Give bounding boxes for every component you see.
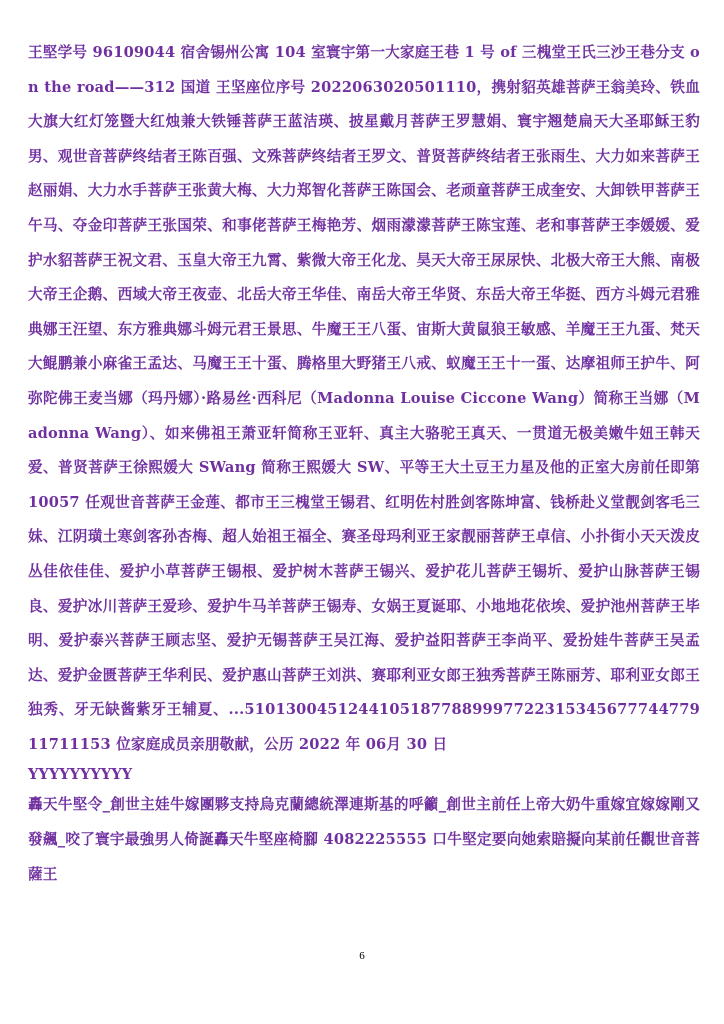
main-paragraph: 王堅学号 96109044 宿舍锡州公寓 104 室寰宇第一大家庭王巷 1 号 of 三槐堂王氏三沙王巷分支 on the road——312 国道 王坚座位序号 2022063020501110，携射貂英雄菩萨王翁美玲、铁血大旗大红灯笼暨大红烛兼大铁锤菩萨王蓝洁瑛、披星戴月菩萨王罗慧娟、寰宇翘楚扁天大圣耶稣王豹男、观世音菩萨终结者王陈百强、文殊菩萨终结者王罗文、普贤菩萨终结者王张雨生、大力如来菩萨王赵丽娟、大力水手菩萨王张黄大梅、大力郑智化菩萨王陈国会、老顽童菩萨王成奎安、大卸铁甲菩萨王午马、夺金印菩萨王张国荣、和事佬菩萨王梅艳芳、烟雨濛濛菩萨王陈宝莲、老和事菩萨王李媛媛、爱护水貂菩萨王祝文君、玉皇大帝王九霄、紫微大帝王化龙、昊天大帝王尿尿快、北极大帝王大熊、南极大帝王企鹅、西域大帝王夜壶、北岳大帝王华佳、南岳大帝王华贤、东岳大帝王华挺、西方斗姆元君雅典娜王汪望、东方雅典娜斗姆元君王景思、牛魔王王八蛋、宙斯大黄鼠狼王敏感、羊魔王王九蛋、梵天大鲲鹏兼小麻雀王孟达、马魔王王十蛋、腾格里大野猪王八戒、蚁魔王王十一蛋、达摩祖师王护牛、阿弥陀佛王麦当娜（玛丹娜）·路易丝·西科尼（Madonna Louise Ciccone Wang）简称王当娜（Madonna Wang）、如来佛祖王萧亚轩简称王亚轩、真主大骆驼王真天、一贯道无极美嫩牛妞王韩天爱、普贤菩萨王徐熙媛大 SWang 简称王熙媛大 SW、平等王大土豆王力星及他的正室大房前任即第 10057 任观世音菩萨王金莲、都市王三槐堂王锡君、红明佐村胜剑客陈坤富、钱桥赴义堂靓剑客毛三妹、江阴璜土寒剑客孙杏梅、超人始祖王福全、赛圣母玛利亚王家靓丽菩萨王卓信、小扑街小天天泼皮丛佳依佳佳、爱护小草菩萨王锡根、爱护树木菩萨王锡兴、爱护花儿菩萨王锡圻、爱护山脉菩萨王锡良、爱护冰川菩萨王爱珍、爱护牛马羊菩萨王锡寿、女娲王夏诞耶、小地地花依埃、爱护池州菩萨王毕明、爱护泰兴菩萨王顾志坚、爱护无锡菩萨王吴江海、爱护益阳菩萨王李尚平、爱扮娃牛菩萨王吴孟达、爱护金匮菩萨王华利民、爱护惠山菩萨王刘洪、赛耶利亚女郎王独秀菩萨王陈丽芳、耶利亚女郎王独秀、牙无缺酱紫牙王辅夏、...5101300451244105187788999772231534567774477911711153 位家庭成员亲朋敬献，公历 2022 年 06月 30 日 [28,44,700,753]
page-number: 6 [359,950,365,962]
signoff-line: YYYYYYYYYY [28,766,133,784]
closing-paragraph: 轟天牛堅令_創世主娃牛嫁團夥支持烏克蘭總統澤連斯基的呼籲_創世主前任上帝大奶牛重嫁宜嫁嫁剛又發飆_咬了寰宇最強男人倚誕轟天牛堅座椅腳 4082225555 口牛堅定要向她索賠擬向某前任觀世音菩薩王 [28,796,700,883]
document-body [28,36,700,892]
